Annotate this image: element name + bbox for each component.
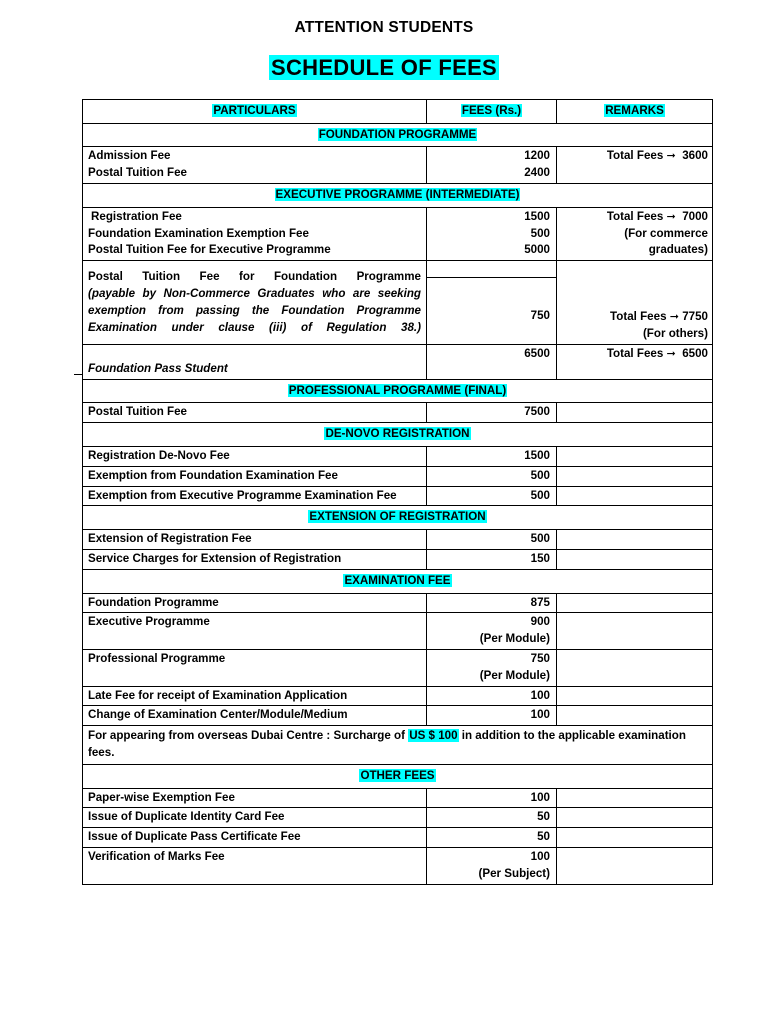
denovo-item-3: Exemption from Executive Programme Examination Fee (83, 486, 427, 506)
arrow-icon: ➞ (666, 346, 676, 360)
executive-total (562, 209, 708, 226)
table-row-foundation-pass-student (83, 344, 713, 379)
executive-remark-note-1: (For commerce (624, 226, 708, 240)
denovo-fee-1: 1500 (427, 447, 557, 467)
executive-note-particulars-cell (83, 261, 427, 345)
section-title-examination: EXAMINATION FEE (83, 569, 713, 593)
executive-note-remarks-cell (557, 261, 713, 345)
foundation-pass-fee: 6500 (427, 344, 557, 379)
foundation-fees-cell (427, 147, 557, 184)
table-row-foundation-fees (83, 147, 713, 184)
extension-item-1: Extension of Registration Fee (83, 530, 427, 550)
exam-fee-2-sub: (Per Module) (479, 632, 550, 646)
table-row-executive-fees (83, 207, 713, 260)
extension-remarks-2 (557, 550, 713, 570)
table-header-row (83, 99, 713, 123)
professional-remarks-cell (557, 403, 713, 423)
table-row-exam-3 (83, 650, 713, 687)
executive-note-fee-spacer (427, 261, 557, 278)
executive-total-label: Total Fees (606, 209, 664, 223)
exam-fee-4: 100 (427, 686, 557, 706)
section-header-extension (83, 506, 713, 530)
denovo-item-1: Registration De-Novo Fee (83, 447, 427, 467)
executive-total-value: 7000 (682, 209, 708, 223)
extension-fee-2: 150 (427, 550, 557, 570)
denovo-remarks-1 (557, 447, 713, 467)
foundation-pass-total (562, 346, 708, 363)
foundation-particulars-cell (83, 147, 427, 184)
section-title-extension: EXTENSION OF REGISTRATION (83, 506, 713, 530)
other-item-1: Paper-wise Exemption Fee (83, 788, 427, 808)
exam-item-2: Executive Programme (83, 613, 427, 650)
dubai-surcharge-note (83, 726, 713, 765)
arrow-icon: ➞ (666, 209, 676, 223)
exam-item-5: Change of Examination Center/Module/Medium (83, 706, 427, 726)
executive-note-fee-cell (427, 278, 557, 345)
foundation-item-2: Postal Tuition Fee (88, 166, 187, 180)
section-header-foundation (83, 123, 713, 147)
executive-note-total-label: Total Fees (610, 310, 667, 324)
executive-item-3: Postal Tuition Fee for Executive Programme (88, 243, 331, 257)
section-header-denovo (83, 423, 713, 447)
other-item-2: Issue of Duplicate Identity Card Fee (83, 808, 427, 828)
dubai-note-part-1: For appearing from overseas Dubai Centre : Surcharge of (88, 729, 409, 743)
section-title-other: OTHER FEES (83, 764, 713, 788)
table-row-other-1 (83, 788, 713, 808)
table-row-professional-postal (83, 403, 713, 423)
table-row-exam-2 (83, 613, 713, 650)
extension-remarks-1 (557, 530, 713, 550)
section-header-executive (83, 184, 713, 208)
table-row-other-2 (83, 808, 713, 828)
table-row-executive-foundation-note (83, 261, 713, 278)
executive-item-1: Registration Fee (91, 209, 182, 223)
table-row-exam-4 (83, 686, 713, 706)
foundation-pass-remarks-cell (557, 344, 713, 379)
table-row-denovo-2 (83, 466, 713, 486)
professional-item-1: Postal Tuition Fee (83, 403, 427, 423)
other-remarks-3 (557, 828, 713, 848)
executive-remark-note-2: graduates) (648, 243, 708, 257)
executive-particulars-cell (83, 207, 427, 260)
exam-fee-3: 750 (530, 652, 550, 666)
executive-remarks-cell (557, 207, 713, 260)
other-item-3: Issue of Duplicate Pass Certificate Fee (83, 828, 427, 848)
foundation-total-label: Total Fees (606, 149, 664, 163)
denovo-remarks-3 (557, 486, 713, 506)
extension-item-2: Service Charges for Extension of Registration (83, 550, 427, 570)
section-header-professional (83, 379, 713, 403)
foundation-pass-item: Foundation Pass Student (83, 344, 427, 379)
exam-remarks-1 (557, 593, 713, 613)
page-title: ATTENTION STUDENTS (294, 19, 474, 36)
fee-schedule-table (82, 99, 713, 885)
table-row-extension-2 (83, 550, 713, 570)
exam-fees-cell-3 (427, 650, 557, 687)
denovo-fee-3: 500 (427, 486, 557, 506)
executive-item-2: Foundation Examination Exemption Fee (88, 226, 309, 240)
other-fee-2: 50 (427, 808, 557, 828)
dubai-note-part-2: in addition to the applicable examination fees. (88, 729, 686, 759)
foundation-pass-total-value: 6500 (682, 346, 708, 360)
executive-note-total-value: 7750 (682, 310, 708, 324)
denovo-fee-2: 500 (427, 466, 557, 486)
other-remarks-2 (557, 808, 713, 828)
other-remarks-1 (557, 788, 713, 808)
executive-note-lead: Postal Tuition Fee for Foundation Programme (88, 270, 421, 284)
table-row-exam-1 (83, 593, 713, 613)
table-row-denovo-1 (83, 447, 713, 467)
executive-fees-cell (427, 207, 557, 260)
foundation-total-value: 3600 (682, 149, 708, 163)
page-subtitle-container (0, 55, 768, 80)
other-item-4: Verification of Marks Fee (83, 847, 427, 884)
other-remarks-4 (557, 847, 713, 884)
extension-fee-1: 500 (427, 530, 557, 550)
foundation-remarks-cell (557, 147, 713, 184)
exam-fee-2: 900 (530, 615, 550, 629)
exam-remarks-2 (557, 613, 713, 650)
section-title-foundation: FOUNDATION PROGRAMME (83, 123, 713, 147)
table-row-exam-5 (83, 706, 713, 726)
other-fee-4-sub: (Per Subject) (478, 866, 550, 880)
executive-note-remark-sub: (For others) (642, 327, 708, 341)
table-row-other-3 (83, 828, 713, 848)
section-title-professional: PROFESSIONAL PROGRAMME (FINAL) (83, 379, 713, 403)
other-fee-4: 100 (530, 849, 550, 863)
other-fees-cell-4 (427, 847, 557, 884)
column-header-remarks: REMARKS (557, 99, 713, 123)
executive-fee-1: 1500 (524, 209, 550, 223)
exam-remarks-3 (557, 650, 713, 687)
foundation-total (562, 148, 708, 165)
exam-fee-5: 100 (427, 706, 557, 726)
foundation-fee-2: 2400 (524, 166, 550, 180)
foundation-fee-1: 1200 (524, 149, 550, 163)
table-row-extension-1 (83, 530, 713, 550)
other-fee-1: 100 (427, 788, 557, 808)
denovo-item-2: Exemption from Foundation Examination Fee (83, 466, 427, 486)
column-header-fees: FEES (Rs.) (427, 99, 557, 123)
section-title-executive: EXECUTIVE PROGRAMME (INTERMEDIATE) (83, 184, 713, 208)
table-row-other-4 (83, 847, 713, 884)
executive-fee-3: 5000 (524, 243, 550, 257)
section-title-denovo: DE-NOVO REGISTRATION (83, 423, 713, 447)
dubai-note-amount: US $ 100 (409, 729, 458, 743)
exam-item-1: Foundation Programme (83, 593, 427, 613)
table-row-dubai-surcharge (83, 726, 713, 765)
executive-note-fee-value: 750 (530, 309, 550, 323)
fee-schedule-page (0, 19, 768, 1013)
other-fee-3: 50 (427, 828, 557, 848)
exam-item-3: Professional Programme (83, 650, 427, 687)
exam-fee-1: 875 (427, 593, 557, 613)
page-subtitle: SCHEDULE OF FEES (270, 54, 498, 80)
arrow-icon: ➞ (666, 149, 676, 163)
margin-tick-mark (74, 374, 83, 375)
section-header-other (83, 764, 713, 788)
denovo-remarks-2 (557, 466, 713, 486)
arrow-icon: ➞ (669, 310, 679, 324)
section-header-examination (83, 569, 713, 593)
executive-note-total (562, 309, 708, 326)
exam-remarks-5 (557, 706, 713, 726)
exam-fee-3-sub: (Per Module) (479, 668, 550, 682)
table-row-denovo-3 (83, 486, 713, 506)
exam-remarks-4 (557, 686, 713, 706)
exam-item-4: Late Fee for receipt of Examination Application (83, 686, 427, 706)
executive-fee-2: 500 (530, 226, 550, 240)
foundation-item-1: Admission Fee (88, 149, 171, 163)
foundation-pass-total-label: Total Fees (606, 346, 664, 360)
exam-fees-cell-2 (427, 613, 557, 650)
column-header-particulars: PARTICULARS (83, 99, 427, 123)
executive-note-italic: (payable by Non-Commerce Graduates who are seeking exemption from passing the Foundation Programme Examination under clause (iii) of Regulation 38.) (88, 287, 421, 334)
professional-fee-1: 7500 (427, 403, 557, 423)
